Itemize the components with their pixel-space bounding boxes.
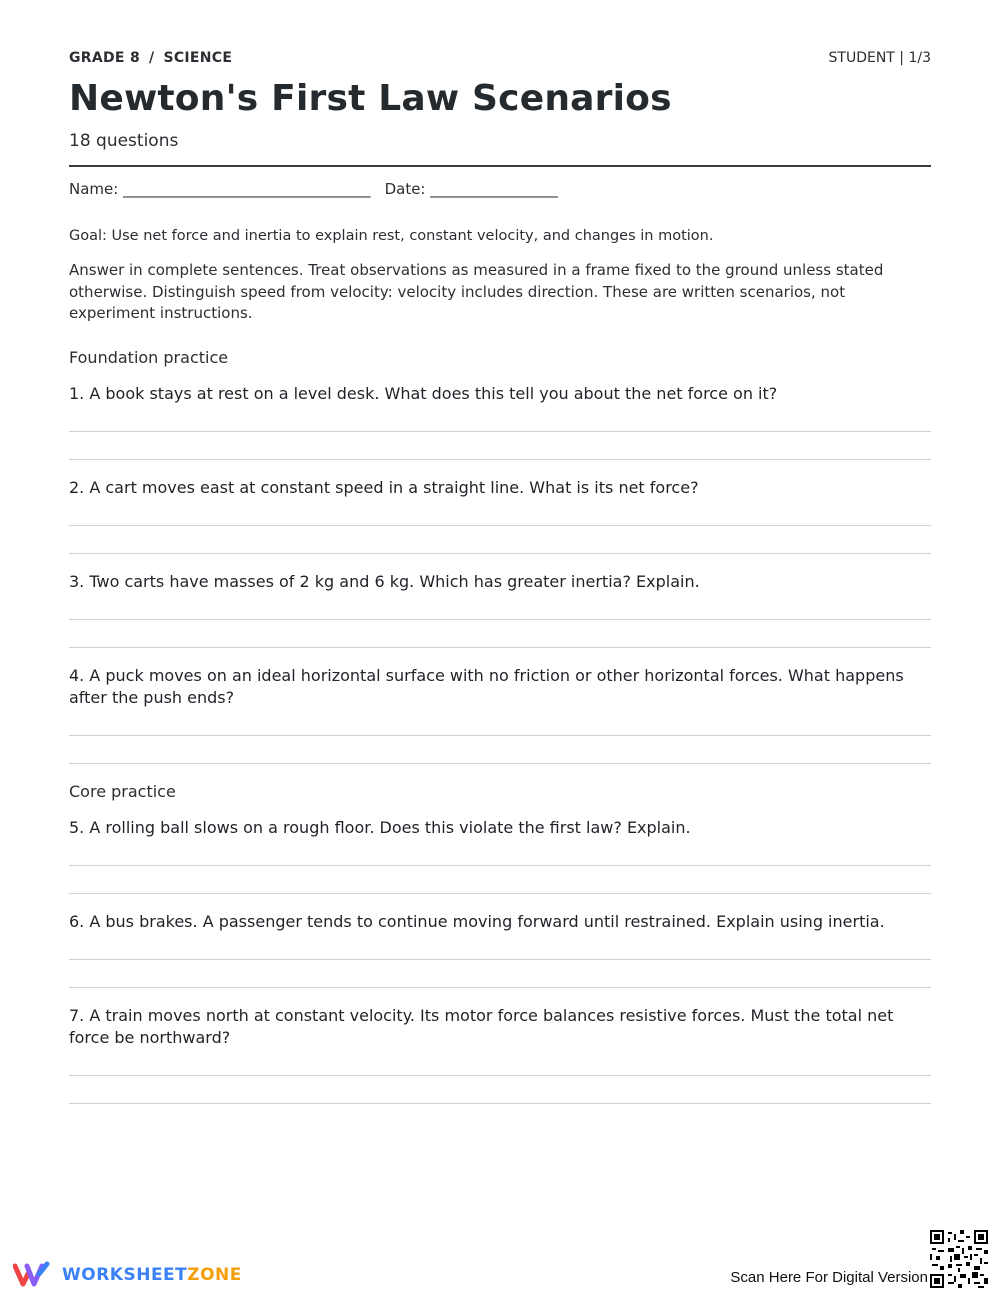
brand-first: WORKSHEET	[62, 1265, 188, 1285]
answer-line[interactable]	[69, 553, 931, 554]
answer-line[interactable]	[69, 1103, 931, 1104]
name-field[interactable]: Name: _________________________________	[69, 180, 371, 198]
question-4: 4. A puck moves on an ideal horizontal surface with no friction or other horizontal forces. What happens after the push ends?	[69, 666, 904, 707]
header-row	[69, 50, 931, 70]
answer-line[interactable]	[69, 893, 931, 894]
instructions-text: Answer in complete sentences. Treat observations as measured in a frame fixed to the ground unless stated otherwise. Distinguish speed from velocity: velocity includes direction. These are written scenarios, not experiment instructions.	[69, 261, 884, 322]
subject-label: SCIENCE	[163, 50, 233, 66]
scan-caption: Scan Here For Digital Version	[730, 1269, 928, 1286]
question-6: 6. A bus brakes. A passenger tends to continue moving forward until restrained. Explain using inertia.	[69, 912, 885, 931]
qr-code-icon[interactable]	[930, 1230, 988, 1288]
page-indicator: STUDENT | 1/3	[828, 50, 931, 66]
breadcrumb	[69, 50, 232, 66]
question-5: 5. A rolling ball slows on a rough floor. Does this violate the first law? Explain.	[69, 818, 691, 837]
answer-line[interactable]	[69, 647, 931, 648]
section-foundation-practice: Foundation practice	[69, 348, 229, 367]
grade-label: GRADE 8	[69, 50, 141, 66]
question-3: 3. Two carts have masses of 2 kg and 6 kg. Which has greater inertia? Explain.	[69, 572, 700, 591]
answer-line[interactable]	[69, 865, 931, 866]
answer-line[interactable]	[69, 431, 931, 432]
answer-line[interactable]	[69, 619, 931, 620]
worksheetzone-wordmark	[62, 1265, 242, 1285]
answer-line[interactable]	[69, 959, 931, 960]
brand-second: ZONE	[187, 1265, 242, 1285]
answer-line[interactable]	[69, 763, 931, 764]
name-date-row	[69, 180, 558, 198]
answer-line[interactable]	[69, 525, 931, 526]
goal-text: Goal: Use net force and inertia to explain rest, constant velocity, and changes in motion.	[69, 228, 714, 244]
question-2: 2. A cart moves east at constant speed in a straight line. What is its net force?	[69, 478, 699, 497]
answer-line[interactable]	[69, 1075, 931, 1076]
worksheetzone-logo-icon	[13, 1260, 55, 1288]
question-7: 7. A train moves north at constant velocity. Its motor force balances resistive forces. Must the total net force be northward?	[69, 1006, 894, 1047]
worksheetzone-logo[interactable]	[13, 1258, 243, 1290]
breadcrumb-separator: /	[149, 50, 155, 66]
answer-line[interactable]	[69, 459, 931, 460]
date-field[interactable]: Date: _________________	[384, 180, 558, 198]
page-title: Newton's First Law Scenarios	[69, 78, 672, 119]
answer-line[interactable]	[69, 987, 931, 988]
title-divider	[69, 165, 931, 167]
question-1: 1. A book stays at rest on a level desk. What does this tell you about the net force on it?	[69, 384, 778, 403]
question-count: 18 questions	[69, 131, 179, 151]
section-core-practice: Core practice	[69, 782, 176, 801]
answer-line[interactable]	[69, 735, 931, 736]
